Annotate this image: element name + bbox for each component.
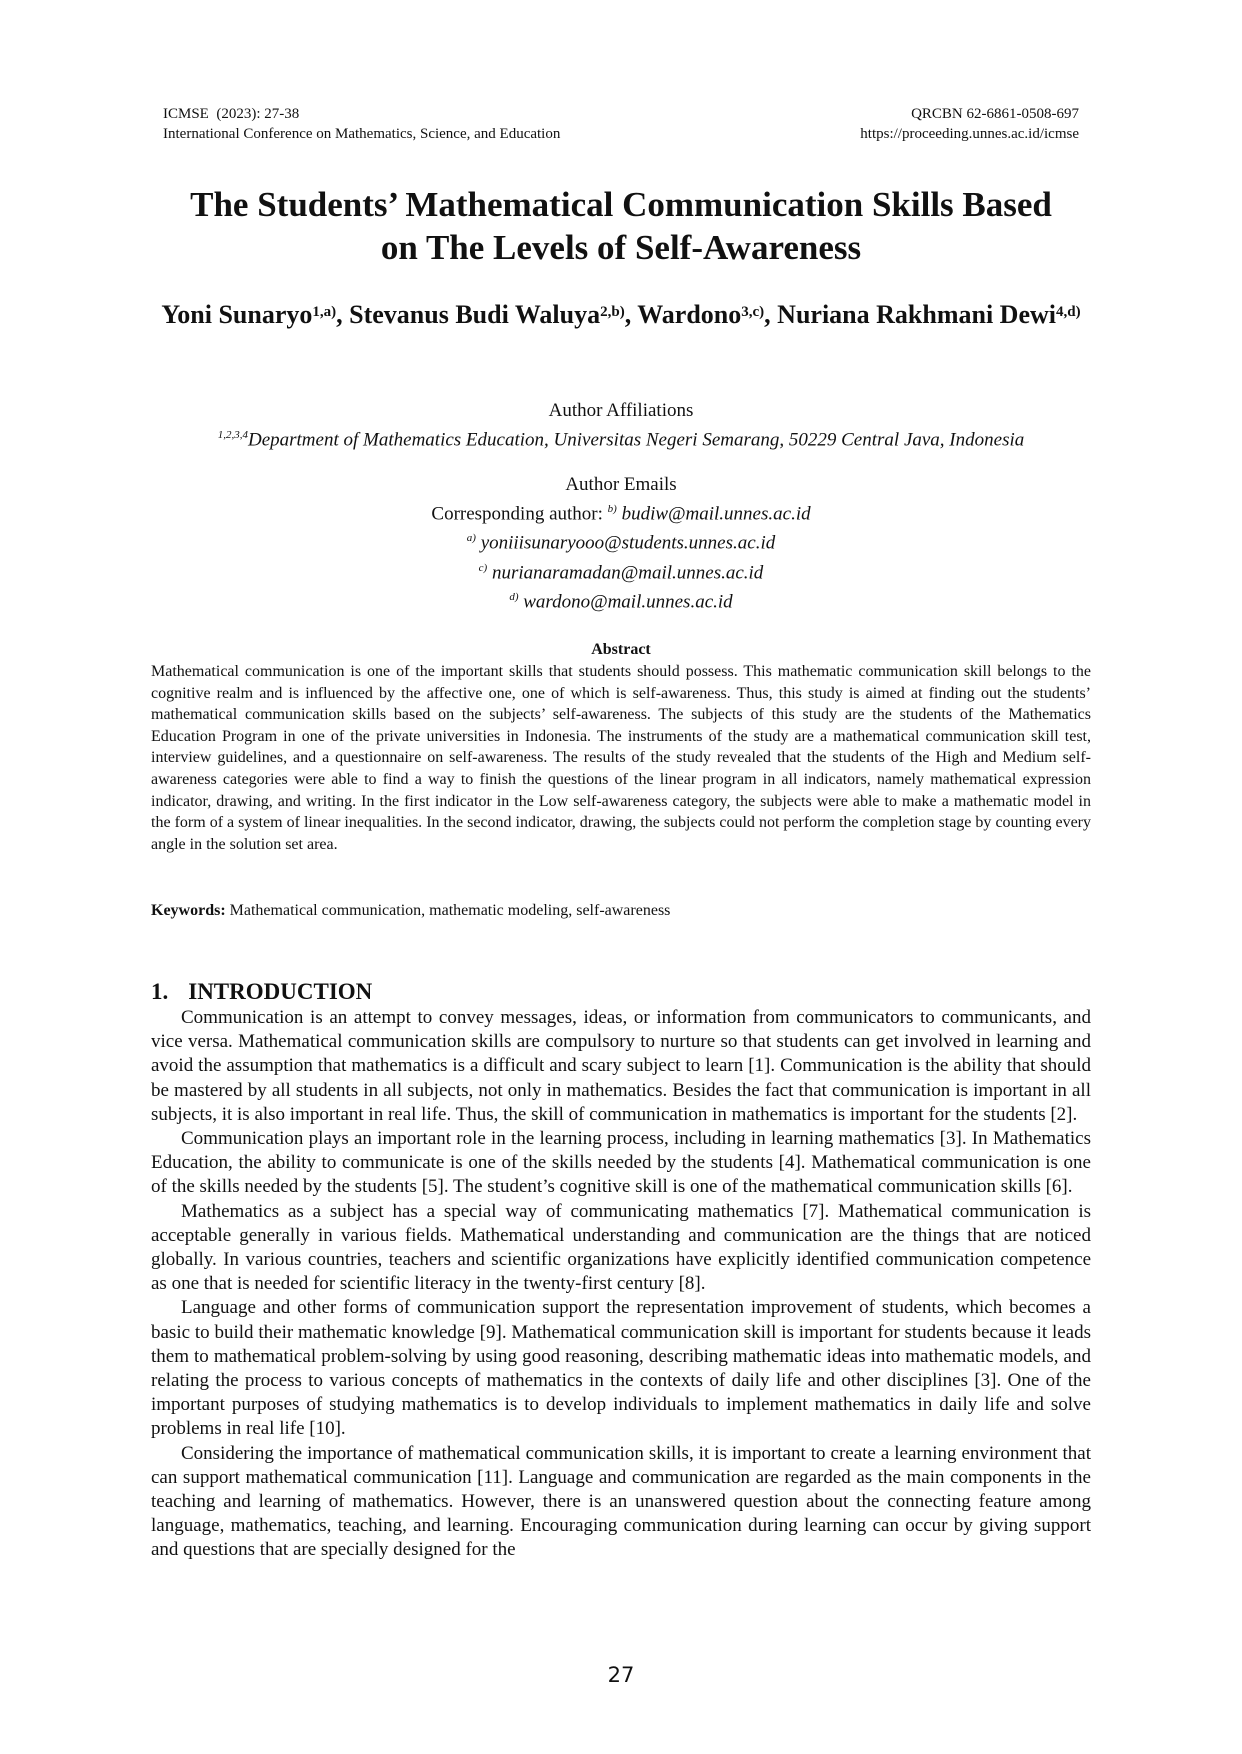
author-name: Yoni Sunaryo <box>161 300 313 329</box>
author-superscript: 2,b) <box>600 304 625 320</box>
keywords-label: Keywords: <box>151 902 226 919</box>
author-superscript: 1,a) <box>312 304 337 320</box>
author-superscript: 4,d) <box>1056 304 1081 320</box>
body-paragraph: Communication plays an important role in the learning process, including in learning mathematics [3]. In Mathematics Education, the ability to communicate is one of the skills needed by the students [4]. Mathematical communication is one of the skills needed by the students [5]. The student’s cognitive skill is one of the mathematical communication skills [6]. <box>151 1128 1091 1198</box>
author-separator: , <box>336 300 350 329</box>
keywords-text: Mathematical communication, mathematic modeling, self-awareness <box>225 902 671 919</box>
affiliation-superscript: 1,2,3,4 <box>217 429 248 441</box>
section-number: 1. <box>151 979 169 1004</box>
affiliation-heading: Author Affiliations <box>548 400 694 421</box>
email-heading: Author Emails <box>565 474 677 495</box>
author-separator: , <box>624 300 638 329</box>
author-list <box>130 298 1112 331</box>
author-email[interactable]: wardono@mail.unnes.ac.id <box>523 591 733 613</box>
body-text <box>151 1006 1091 1563</box>
author-name: Nuriana Rakhmani Dewi <box>777 300 1056 329</box>
author-superscript: 3,c) <box>741 304 765 320</box>
body-paragraph: Mathematics as a subject has a special way of communicating mathematics [7]. Mathematical communication is acceptable generally in various fields. Mathematical understanding and communication are the things that are noticed globally. In various countries, teachers and scientific organizations have explicitly identified communication competence as one that is needed for scientific literacy in the twenty-first century [8]. <box>151 1200 1091 1295</box>
corresponding-superscript: b) <box>607 503 617 515</box>
abstract-text: Mathematical communication is one of the important skills that students should possess. This mathematic communication skill belongs to the cognitive realm and is influenced by the affective one, one of which is self-awareness. Thus, this study is aimed at finding out the students’ mathematical communication skills based on the subjects’ self-awareness. The subjects of this study are the students of the Mathematics Education Program in one of the private universities in Indonesia. The instruments of the study are a mathematical communication skill test, interview guidelines, and a questionnaire on self-awareness. The results of the study revealed that the students of the High and Medium self-awareness categories were able to find a way to finish the questions of the linear program in all indicators, namely mathematical expression indicator, drawing, and writing. In the first indicator in the Low self-awareness category, the subjects were able to make a mathematic model in the form of a system of linear inequalities. In the second indicator, drawing, the subjects could not perform the completion stage by counting every angle in the solution set area. <box>151 663 1091 853</box>
author-name: Wardono <box>637 300 742 329</box>
affiliation-block <box>120 399 1122 452</box>
conference-citation: ICMSE (2023): 27-38 <box>163 106 300 122</box>
section-heading <box>151 978 372 1006</box>
body-paragraph: Language and other forms of communication support the representation improvement of students, which becomes a basic to build their mathematic knowledge [9]. Mathematical communication skill is important for students because it leads them to mathematical problem-solving by using good reasoning, describing mathematic ideas into mathematic models, and relating the process to various concepts of mathematics in the contexts of daily life and other disciplines [3]. One of the important purposes of studying mathematics is to develop individuals to implement mathematics in daily life and solve problems in real life [10]. <box>151 1297 1091 1440</box>
author-email-line <box>120 556 1122 585</box>
page-number: 27 <box>607 1663 635 1687</box>
running-header-right <box>860 104 1079 144</box>
body-paragraph: Considering the importance of mathematical communication skills, it is important to create a learning environment that can support mathematical communication [11]. Language and communication are regarded as the main components in the teaching and learning of mathematics. However, there is an unanswered question about the connecting feature among language, mathematics, teaching, and learning. Encouraging communication during learning can occur by giving support and questions that are specially designed for the <box>151 1442 1091 1561</box>
corresponding-label: Corresponding author: <box>431 503 608 525</box>
conference-name: International Conference on Mathematics, Science, and Education <box>163 126 561 142</box>
abstract-heading: Abstract <box>591 641 651 658</box>
email-superscript: c) <box>478 561 488 574</box>
email-block <box>120 473 1122 614</box>
paper-title-line-1: The Students’ Mathematical Communication Skills Based <box>190 185 1052 224</box>
running-header-left <box>163 104 560 144</box>
body-paragraph: Communication is an attempt to convey messages, ideas, or information from communicators to communicants, and vice versa. Mathematical communication skills are compulsory to nurture so that students can get involved in learning and avoid the assumption that mathematics is a difficult and scary subject to learn [1]. Communication is the ability that should be mastered by all students in all subjects, not only in mathematics. Besides the fact that communication is important in all subjects, it is also important in real life. Thus, the skill of communication in mathematics is important for the students [2]. <box>151 1007 1091 1125</box>
author-email[interactable]: yoniiisunaryooo@students.unnes.ac.id <box>480 532 776 554</box>
corresponding-email[interactable]: budiw@mail.unnes.ac.id <box>621 503 811 525</box>
email-superscript: d) <box>509 590 519 603</box>
author-email-line <box>120 585 1122 614</box>
paper-title-line-2: on The Levels of Self-Awareness <box>380 228 862 267</box>
author-separator: , <box>764 300 778 329</box>
author-name: Stevanus Budi Waluya <box>349 300 601 329</box>
affiliation-text <box>120 423 1122 452</box>
paper-title <box>120 183 1122 269</box>
email-superscript: a) <box>466 532 476 545</box>
author-email[interactable]: nurianaramadan@mail.unnes.ac.id <box>491 561 764 583</box>
corresponding-author-line <box>120 497 1122 526</box>
section-title: INTRODUCTION <box>188 979 373 1004</box>
proceeding-url[interactable]: https://proceeding.unnes.ac.id/icmse <box>860 126 1079 142</box>
keywords-line <box>151 900 1091 921</box>
author-email-line <box>120 526 1122 555</box>
qrcbn-number: QRCBN 62-6861-0508-697 <box>911 106 1079 122</box>
affiliation-department: Department of Mathematics Education, Universitas Negeri Semarang, 50229 Central Java, Indonesia <box>247 429 1025 451</box>
